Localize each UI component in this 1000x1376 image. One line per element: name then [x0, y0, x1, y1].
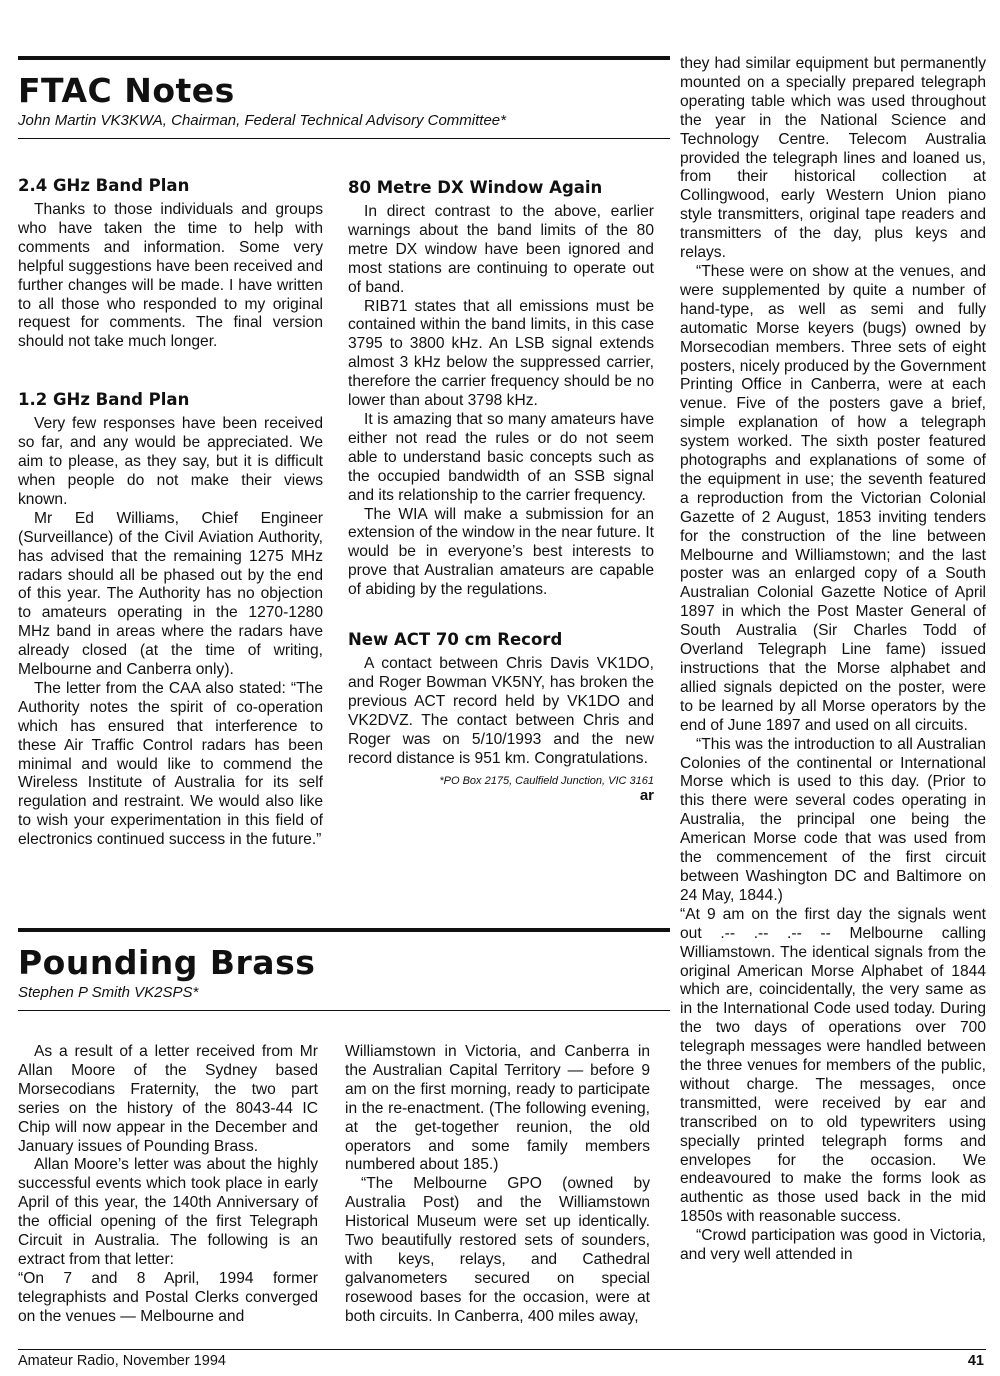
paragraph: Thanks to those individuals and groups who have taken the time to help with comments and information. Some very helpful suggestions have been received and further changes will be made. I have written to all those who responded to my original request for comments. The final version should not take much longer. [18, 201, 323, 351]
paragraph: Allan Moore’s letter was about the highly successful events which took place in early April of this year, the 140th Anniversary of the official opening of the first Telegraph Circuit in Australia. The following is an extract from that letter: [18, 1156, 318, 1268]
section-heading-act-record: New ACT 70 cm Record [348, 630, 563, 650]
paragraph: As a result of a letter received from Mr Allan Moore of the Sydney based Morsecodians Fraternity, the two part series on the history of the 8043-44 IC Chip will now appear in the December and January issues of Pounding Brass. [18, 1043, 318, 1155]
ftac-column-2 [348, 178, 654, 804]
section-heading-2-4-ghz: 2.4 GHz Band Plan [18, 176, 190, 195]
paragraph: Mr Ed Williams, Chief Engineer (Surveillance) of the Civil Aviation Authority, has advised that the remaining 1275 MHz radars should all be phased out by the end of this year. The Authority has no objection to amateurs operating in the 1270-1280 MHz band in areas where the radars have already closed (at the time of writing, Melbourne and Canberra only). [18, 509, 323, 679]
paragraph: RIB71 states that all emissions must be contained within the band limits, in this case 3795 to 3800 kHz. An LSB signal extends almost 3 kHz below the suppressed carrier, therefore the carrier frequency should be no lower than about 3798 kHz. [348, 297, 654, 410]
brass-byline: Stephen P Smith VK2SPS* [18, 984, 199, 1001]
author-address-footnote: *PO Box 2175, Caulfield Junction, VIC 3161 [439, 775, 654, 788]
ftac-top-rule [18, 56, 670, 60]
paragraph: It is amazing that so many amateurs have either not read the rules or do not seem able to understand basic concepts such as the occupied bandwidth of an SSB signal and its relationship to the carrier frequency. [348, 410, 654, 504]
paragraph: they had similar equipment but permanently mounted on a specially prepared telegraph operating table which was used throughout the year in the National Science and Technology Centre. Telecom Australia provided the telegraph lines and loaned us, from their historical collection at Collingwood, early Western Union piano style transmitters, original tape readers and transmitters of the day, plus keys and relays. [680, 55, 986, 262]
ftac-byline: John Martin VK3KWA, Chairman, Federal Technical Advisory Committee* [18, 112, 506, 129]
paragraph: “The Melbourne GPO (owned by Australia Post) and the Williamstown Historical Museum were set up identically. Two beautifully restored sets of sounders, with keys, relays, and Cathedral galvanometers secured on special rosewood bases for the occasion, were at both circuits. In Canberra, 400 miles away, [345, 1175, 650, 1325]
end-mark: ar [639, 787, 654, 805]
brass-column-2 [345, 1043, 650, 1327]
brass-byline-rule [18, 1010, 670, 1011]
footer-rule [18, 1349, 986, 1350]
publication-footer: Amateur Radio, November 1994 [18, 1353, 226, 1369]
paragraph: “On 7 and 8 April, 1994 former telegraphists and Postal Clerks converged on the venues — Melbourne and [18, 1269, 318, 1325]
paragraph: Williamstown in Victoria, and Canberra in the Australian Capital Territory — before 9 am on the first morning, ready to participate in the re-enactment. (The following evening, at the get-together reunion, the old operators and some family members numbered about 185.) [345, 1043, 650, 1174]
paragraph: “At 9 am on the first day the signals went out .-- .-- .-- -- Melbourne calling Williamstown. The identical signals from the original American Morse Alphabet of 1844 which are, coincidentally, the very same as in the International Code used today. During the two days of operations over 700 telegraph messages were handled between the three venues for members of the public, without charge. The messages, once transmitted, were received by ear and transcribed on to old typewriters using specially printed telegraph forms and envelopes for the occasion. We endeavoured to make the forms look as authentic as those used back in the mid 1850s with reasonable success. [680, 905, 986, 1226]
paragraph: A contact between Chris Davis VK1DO, and Roger Bowman VK5NY, has broken the previous ACT record held by VK1DO and VK2DVZ. The contact between Chris and Roger was on 5/10/1993 and the new record distance is 951 km. Congratulations. [348, 655, 654, 767]
brass-column-3 [680, 55, 986, 1265]
section-heading-1-2-ghz: 1.2 GHz Band Plan [18, 390, 190, 410]
page-number: 41 [967, 1353, 984, 1369]
ftac-column-1 [18, 176, 323, 850]
brass-title: Pounding Brass [18, 943, 316, 982]
paragraph: In direct contrast to the above, earlier warnings about the band limits of the 80 metre DX window have been ignored and most stations are continuing to operate out of band. [348, 203, 654, 296]
paragraph: “Crowd participation was good in Victoria, and very well attended in [680, 1227, 986, 1264]
ftac-byline-rule [18, 138, 670, 139]
brass-top-rule [18, 928, 670, 932]
paragraph: The letter from the CAA also stated: “The Authority notes the spirit of co-operation which has ensured that interference to these Air Traffic Control radars has been minimal and would like to commend the Wireless Institute of Australia for its self regulation and restraint. We would also like to wish your experimentation in this field of electronics continued success in the future.” [18, 679, 323, 849]
paragraph: The WIA will make a submission for an extension of the window in the near future. It would be in everyone’s best interests to prove that Australian amateurs are capable of abiding by the regulations. [348, 505, 654, 599]
ftac-title: FTAC Notes [18, 71, 235, 110]
brass-column-1 [18, 1043, 318, 1327]
paragraph: “These were on show at the venues, and were supplemented by quite a number of hand-type, as well as semi and fully automatic Morse keyers (bugs) owned by Morsecodian members. Three sets of eight posters, nicely produced by the Government Printing Office in Canberra, were at each venue. Five of the posters gave a brief, simple explanation of how a telegraph system worked. The sixth poster featured photographs and explanations of some of the equipment in use; the seventh featured a reproduction from the Victorian Colonial Gazette of 2 August, 1853 inviting tenders for the construction of the line between Melbourne and Williamstown; and the last poster was an enlarged copy of a South Australian Colonial Gazette Notice of April 1897 in which the Post Master General of South Australia (Sir Charles Todd of Overland Telegraph Line fame) issued instructions that the Morse alphabet and allied signals depicted on the poster, were to be learned by all Morse operators by the end of June 1897 and used on all circuits. [680, 262, 986, 734]
paragraph: “This was the introduction to all Australian Colonies of the continental or International Morse which is used to this day. (Prior to this there were several codes operating in Australia, the principal one being the American Morse code that was used from the commencement of the first circuit between Washington DC and Baltimore on 24 May, 1844.) [680, 735, 986, 904]
paragraph: Very few responses have been received so far, and any would be appreciated. We aim to please, as they say, but it is difficult when people do not make their views known. [18, 415, 323, 508]
section-heading-80-metre: 80 Metre DX Window Again [348, 178, 603, 197]
